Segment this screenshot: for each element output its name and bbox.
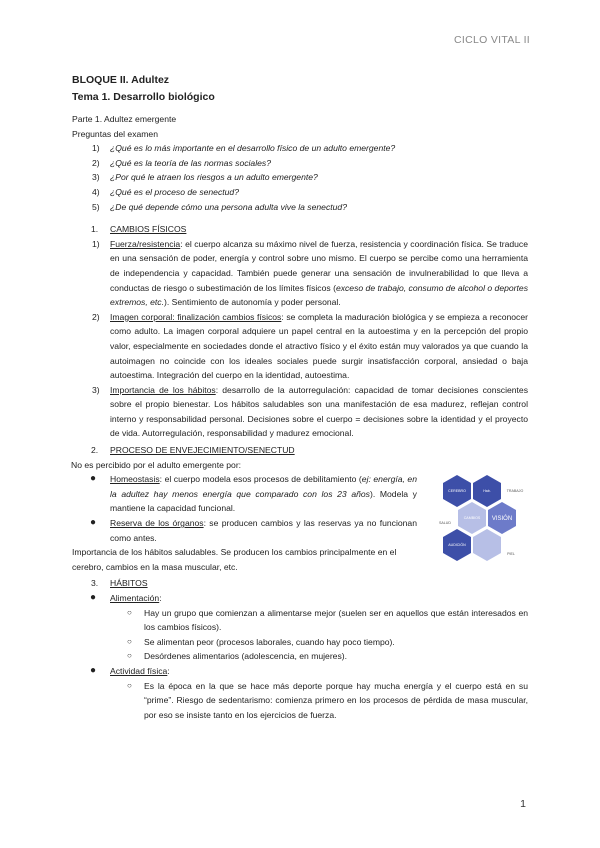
hex-label: CAMBIOS: [463, 516, 481, 520]
sub-item: ○ Es la época en la que se hace más deporte porque hay mucha energía y el cuerpo está en su “prime”. Riesgo de sedentarismo: comienza primero en los procesos de pérdida de masa muscular, por eso se insiste tanto en los ejercicios de fuerza.: [127, 680, 528, 720]
question-item: 1) ¿Qué es lo más importante en el desarrollo físico de un adulto emergente?: [92, 143, 396, 154]
block-title: BLOQUE II. Adultez: [72, 74, 170, 86]
aging-lead: No es percibido por el adulto emergente por:: [71, 459, 242, 470]
list-item-fuerza: 1) Fuerza/resistencia: el cuerpo alcanza su máximo nivel de fuerza, resistencia y coordinación física. Se traduce en una sensación de poder, energía y control sobre uno mismo. El cuerpo se percibe como una herramienta de independencia y capacidad. También puede generar una sensación de invulnerabilidad lo que lleva a conductas de riesgo o subestimación de los límites físicos (exceso de trabajo, consumo de alcohol o deportes extremos, etc.). Sentimiento de autonomía y poder personal.: [92, 238, 528, 308]
aging-closing: Importancia de los hábitos saludables. Se producen los cambios principalmente en el cerebro, cambios en la masa muscular, etc.: [72, 547, 397, 572]
question-item: 5) ¿De qué depende cómo una persona adulta vive la senectud?: [92, 201, 347, 212]
bullet-homeostasis: ● Homeostasis: el cuerpo modela esos procesos de debilitamiento (ej: energía, en la adultez hay menos energía que comparado con los 23 años). Modela y mantiene la capacidad funcional.: [90, 473, 417, 514]
bullet-reserva-organos: ● Reserva de los órganos: se producen cambios y las reservas ya no funcionan como antes.: [90, 517, 417, 543]
hex-label: AUDICIÓN: [448, 543, 466, 547]
question-item: 4) ¿Qué es el proceso de senectud?: [92, 186, 239, 197]
questions-label: Preguntas del examen: [72, 128, 158, 139]
hex-label: VISIÓN: [491, 516, 513, 522]
page-number: 1: [520, 798, 526, 810]
hex-label: SALUD: [439, 521, 451, 525]
sub-item: ○ Hay un grupo que comienzan a alimentarse mejor (suelen ser en aquellos que están interesados en los cambios físicos).: [127, 607, 528, 633]
hex-label: PIEL: [507, 552, 515, 556]
section-heading-cambios-fisicos: 1. CAMBIOS FÍSICOS: [91, 224, 187, 235]
hexagon-diagram: [437, 473, 527, 583]
question-item: 3) ¿Por qué le atraen los riesgos a un adulto emergente?: [92, 172, 318, 183]
page-content: [72, 72, 528, 722]
bullet-actividad-fisica: ● Actividad física:: [90, 664, 170, 676]
bullet-alimentacion: ● Alimentación:: [90, 592, 162, 603]
exam-questions-list: [72, 141, 528, 214]
section-heading-envejecimiento: 2. PROCESO DE ENVEJECIMIENTO/SENECTUD: [91, 445, 295, 456]
topic-title: Tema 1. Desarrollo biológico: [72, 91, 215, 103]
section-heading-habitos: 3. HÁBITOS: [91, 578, 148, 589]
list-item-habitos: 3) Importancia de los hábitos: desarrollo de la autorregulación: capacidad de tomar decisiones conscientes sobre el propio bienestar. Los hábitos saludables son una manifestación de esa madurez, reflejan control interno y responsabilidad personal. Decisiones sobre el cuerpo = decisiones sobre la identidad y el proyecto de vida. Autorregulación, responsabilidad y madurez emocional.: [92, 384, 528, 439]
sub-item: ○ Se alimentan peor (procesos laborales, cuando hay poco tiempo).: [127, 636, 395, 647]
list-item-imagen-corporal: 2) Imagen corporal: finalización cambios físicos: se completa la maduración biológica y se empieza a reconocer como adulto. La imagen corporal adquiere un papel central en la autoestima y en la percepción del propio valor, especialmente en sociedades donde el atractivo físico y el éxito están muy valorados ya que cuando la autoimagen no coincide con los ideales sociales puede surgir insatisfacción corporal, ansiedad o baja autoestima. Integración del cuerpo en la identidad, autoestima.: [92, 311, 528, 381]
question-item: 2) ¿Qué es la teoría de las normas sociales?: [92, 157, 271, 168]
hex-label: TRABAJO: [506, 489, 524, 493]
hex-label: Hab.: [483, 489, 491, 493]
hex-piel: [473, 529, 501, 561]
aging-text-block: [72, 458, 417, 575]
course-header: CICLO VITAL II: [454, 34, 530, 46]
part-label: Parte 1. Adultez emergente: [72, 114, 177, 124]
sub-item: ○ Desórdenes alimentarios (adolescencia, en mujeres).: [127, 651, 348, 662]
hex-label: CEREBRO: [448, 489, 466, 493]
